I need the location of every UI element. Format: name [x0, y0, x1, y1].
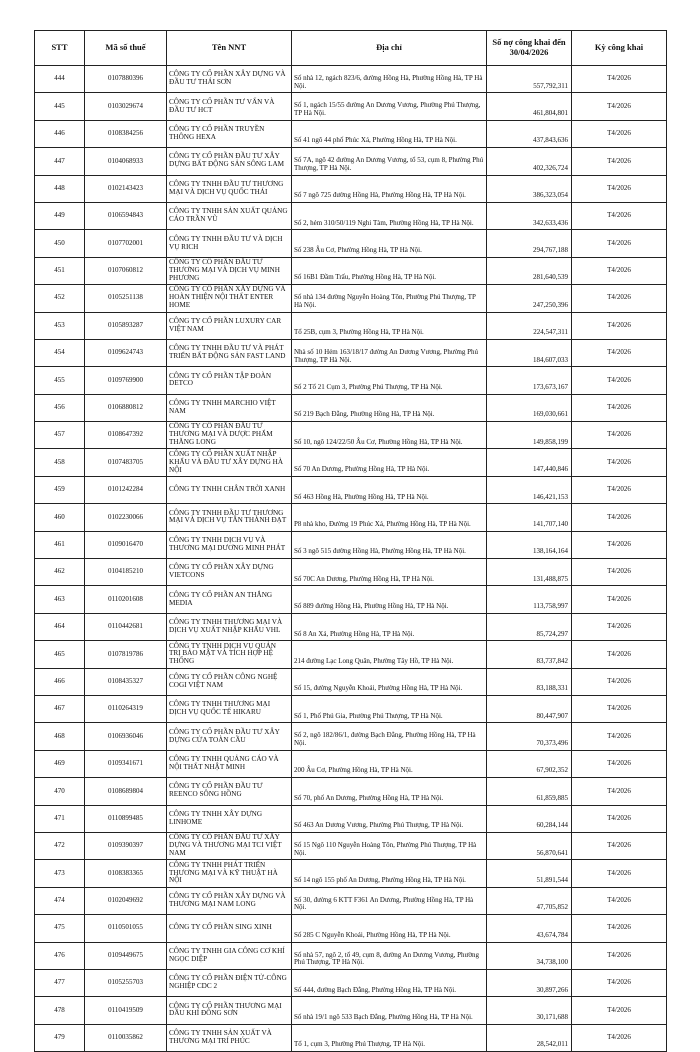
cell-address: 214 đường Lạc Long Quân, Phường Tây Hồ, TP Hà Nội.	[292, 641, 487, 668]
table-row	[35, 367, 667, 394]
cell-debt: 173,673,167	[487, 367, 572, 394]
cell-tax-code: 0107819786	[85, 641, 167, 668]
cell-tax-code: 0102049692	[85, 887, 167, 914]
cell-name: CÔNG TY CỔ PHẦN LUXURY CAR VIỆT NAM	[167, 312, 292, 339]
cell-stt: 466	[35, 668, 85, 695]
cell-debt: 56,870,641	[487, 832, 572, 859]
cell-stt: 447	[35, 148, 85, 175]
cell-address: 200 Âu Cơ, Phường Hồng Hà, TP Hà Nội.	[292, 750, 487, 777]
cell-period: T4/2026	[572, 476, 667, 503]
cell-debt: 247,250,396	[487, 285, 572, 312]
cell-address: Số 16B1 Đầm Trấu, Phường Hồng Hà, TP Hà Nội.	[292, 257, 487, 284]
cell-name: CÔNG TY CỔ PHẦN ĐIỆN TỬ-CÔNG NGHIỆP CDC 2	[167, 969, 292, 996]
cell-period: T4/2026	[572, 559, 667, 586]
cell-address: Số 7A, ngõ 42 đường An Dương Vương, tổ 53, cụm 8, Phường Phú Thượng, TP Hà Nội.	[292, 148, 487, 175]
cell-period: T4/2026	[572, 367, 667, 394]
table-row	[35, 997, 667, 1024]
cell-address: Nhà số 10 Hẻm 163/18/17 đường An Dương Vương, Phường Phú Thượng, TP Hà Nội.	[292, 339, 487, 366]
cell-debt: 47,705,852	[487, 887, 572, 914]
cell-name: CÔNG TY TNHH DỊCH VỤ QUẢN TRỊ BẢO MẬT VÀ TÍCH HỢP HỆ THỐNG	[167, 641, 292, 668]
cell-debt: 461,804,801	[487, 93, 572, 120]
cell-period: T4/2026	[572, 915, 667, 942]
cell-period: T4/2026	[572, 394, 667, 421]
table-row	[35, 422, 667, 449]
cell-debt: 557,792,311	[487, 66, 572, 93]
cell-address: Số 444, đường Bạch Đằng, Phường Hồng Hà, TP Hà Nội.	[292, 969, 487, 996]
cell-period: T4/2026	[572, 613, 667, 640]
cell-tax-code: 0110419509	[85, 997, 167, 1024]
cell-debt: 294,767,188	[487, 230, 572, 257]
cell-name: CÔNG TY TNHH GIA CÔNG CƠ KHÍ NGỌC DIỆP	[167, 942, 292, 969]
table-row	[35, 559, 667, 586]
table-row	[35, 504, 667, 531]
cell-stt: 479	[35, 1024, 85, 1051]
cell-stt: 470	[35, 778, 85, 805]
cell-name: CÔNG TY TNHH SẢN XUẤT QUẢNG CÁO TRẦN VŨ	[167, 202, 292, 229]
cell-address: Số 463 An Dương Vương, Phường Phú Thượng, TP Hà Nội.	[292, 805, 487, 832]
cell-name: CÔNG TY CỔ PHẦN ĐẦU TƯ XÂY DỰNG CỬA TOÀN CẦU	[167, 723, 292, 750]
cell-debt: 224,547,311	[487, 312, 572, 339]
cell-tax-code: 0109624743	[85, 339, 167, 366]
cell-period: T4/2026	[572, 586, 667, 613]
table-header	[35, 31, 667, 66]
cell-tax-code: 0110442681	[85, 613, 167, 640]
cell-address: Số 2, ngõ 182/86/1, đường Bạch Đằng, Phường Hồng Hà, TP Hà Nội.	[292, 723, 487, 750]
header-row	[35, 31, 667, 66]
table-row	[35, 202, 667, 229]
cell-name: CÔNG TY TNHH ĐẦU TƯ THƯƠNG MẠI VÀ DỊCH VỤ TÂN THÀNH ĐẠT	[167, 504, 292, 531]
table-row	[35, 695, 667, 722]
cell-period: T4/2026	[572, 942, 667, 969]
cell-debt: 184,607,033	[487, 339, 572, 366]
cell-stt: 445	[35, 93, 85, 120]
cell-address: Số 2 Tổ 21 Cụm 3, Phường Phú Thượng, TP Hà Nội.	[292, 367, 487, 394]
cell-period: T4/2026	[572, 778, 667, 805]
cell-name: CÔNG TY CỔ PHẦN XÂY DỰNG VÀ HOÀN THIỆN NỘI THẤT ENTER HOME	[167, 285, 292, 312]
cell-name: CÔNG TY TNHH THƯƠNG MẠI DỊCH VỤ QUỐC TẾ HIKARU	[167, 695, 292, 722]
cell-name: CÔNG TY CỔ PHẦN CÔNG NGHỆ COGI VIỆT NAM	[167, 668, 292, 695]
cell-period: T4/2026	[572, 997, 667, 1024]
cell-period: T4/2026	[572, 175, 667, 202]
table-row	[35, 531, 667, 558]
cell-name: CÔNG TY TNHH XÂY DỰNG LINHOME	[167, 805, 292, 832]
cell-stt: 451	[35, 257, 85, 284]
cell-period: T4/2026	[572, 148, 667, 175]
cell-debt: 169,030,661	[487, 394, 572, 421]
cell-stt: 449	[35, 202, 85, 229]
table-row	[35, 449, 667, 476]
cell-name: CÔNG TY TNHH ĐẦU TƯ VÀ DỊCH VỤ RICH	[167, 230, 292, 257]
table-row	[35, 805, 667, 832]
cell-stt: 465	[35, 641, 85, 668]
cell-debt: 141,707,140	[487, 504, 572, 531]
cell-debt: 51,891,544	[487, 860, 572, 887]
cell-tax-code: 0110264319	[85, 695, 167, 722]
cell-tax-code: 0106594843	[85, 202, 167, 229]
table-row	[35, 860, 667, 887]
cell-debt: 28,542,011	[487, 1024, 572, 1051]
cell-tax-code: 0107702001	[85, 230, 167, 257]
cell-address: Số nhà 57, ngõ 2, tổ 49, cụm 8, đường An Dương Vương, Phường Phú Thượng, TP Hà Nội.	[292, 942, 487, 969]
cell-debt: 60,284,144	[487, 805, 572, 832]
cell-tax-code: 0106880812	[85, 394, 167, 421]
cell-stt: 476	[35, 942, 85, 969]
table-row	[35, 175, 667, 202]
cell-tax-code: 0105251138	[85, 285, 167, 312]
cell-stt: 446	[35, 120, 85, 147]
cell-period: T4/2026	[572, 750, 667, 777]
cell-debt: 138,164,164	[487, 531, 572, 558]
table-row	[35, 66, 667, 93]
cell-period: T4/2026	[572, 1024, 667, 1051]
tax-debt-table	[34, 30, 667, 1052]
cell-name: CÔNG TY CỔ PHẦN ĐẦU TƯ THƯƠNG MẠI VÀ DƯỢC PHẨM THĂNG LONG	[167, 422, 292, 449]
cell-stt: 455	[35, 367, 85, 394]
cell-tax-code: 0104068933	[85, 148, 167, 175]
header-name: Tên NNT	[167, 31, 292, 66]
cell-address: Số nhà 19/1 ngõ 533 Bạch Đằng, Phường Hồng Hà, TP Hà Nội.	[292, 997, 487, 1024]
header-debt: Số nợ công khai đến 30/04/2026	[487, 31, 572, 66]
cell-stt: 463	[35, 586, 85, 613]
cell-tax-code: 0110035862	[85, 1024, 167, 1051]
cell-debt: 43,674,784	[487, 915, 572, 942]
cell-address: Số nhà 12, ngách 823/6, đường Hồng Hà, Phường Hồng Hà, TP Hà Nội.	[292, 66, 487, 93]
cell-name: CÔNG TY TNHH THƯƠNG MẠI VÀ DỊCH VỤ XUẤT NHẬP KHẨU VHL	[167, 613, 292, 640]
header-stt: STT	[35, 31, 85, 66]
cell-name: CÔNG TY CỔ PHẦN ĐẦU TƯ THƯƠNG MẠI VÀ DỊCH VỤ MINH PHƯƠNG	[167, 257, 292, 284]
cell-stt: 458	[35, 449, 85, 476]
cell-period: T4/2026	[572, 695, 667, 722]
cell-stt: 462	[35, 559, 85, 586]
cell-debt: 67,902,352	[487, 750, 572, 777]
cell-tax-code: 0107880396	[85, 66, 167, 93]
table-row	[35, 93, 667, 120]
cell-stt: 457	[35, 422, 85, 449]
cell-period: T4/2026	[572, 202, 667, 229]
cell-tax-code: 0102230066	[85, 504, 167, 531]
cell-name: CÔNG TY TNHH ĐẦU TƯ THƯƠNG MẠI VÀ DỊCH VỤ QUỐC THÁI	[167, 175, 292, 202]
table-row	[35, 586, 667, 613]
cell-name: CÔNG TY TNHH ĐẦU TƯ VÀ PHÁT TRIỂN BẤT ĐỘNG SẢN FAST LAND	[167, 339, 292, 366]
table-row	[35, 312, 667, 339]
cell-tax-code: 0107483705	[85, 449, 167, 476]
cell-name: CÔNG TY CỔ PHẦN ĐẦU TƯ XÂY DỰNG VÀ THƯƠNG MẠI TCI VIỆT NAM	[167, 832, 292, 859]
cell-name: CÔNG TY TNHH SẢN XUẤT VÀ THƯƠNG MẠI TRÍ PHÚC	[167, 1024, 292, 1051]
cell-stt: 456	[35, 394, 85, 421]
cell-debt: 30,897,266	[487, 969, 572, 996]
cell-tax-code: 0108647392	[85, 422, 167, 449]
cell-tax-code: 0108384256	[85, 120, 167, 147]
cell-address: Số 463 Hồng Hà, Phường Hồng Hà, TP Hà Nội.	[292, 476, 487, 503]
cell-period: T4/2026	[572, 285, 667, 312]
table-row	[35, 257, 667, 284]
table-row	[35, 120, 667, 147]
table-body	[35, 66, 667, 1052]
table-row	[35, 394, 667, 421]
header-period: Kỳ công khai	[572, 31, 667, 66]
cell-tax-code: 0105255703	[85, 969, 167, 996]
cell-period: T4/2026	[572, 120, 667, 147]
cell-stt: 478	[35, 997, 85, 1024]
cell-address: Số 285 C Nguyễn Khoái, Phường Hồng Hà, TP Hà Nội.	[292, 915, 487, 942]
table-row	[35, 613, 667, 640]
cell-period: T4/2026	[572, 312, 667, 339]
cell-stt: 448	[35, 175, 85, 202]
cell-name: CÔNG TY CỔ PHẦN SING XINH	[167, 915, 292, 942]
cell-address: Số 70, phố An Dương, Phường Hồng Hà, TP Hà Nội.	[292, 778, 487, 805]
cell-name: CÔNG TY TNHH MARCHIO VIỆT NAM	[167, 394, 292, 421]
header-address: Địa chỉ	[292, 31, 487, 66]
cell-address: Số 2, hẻm 310/50/119 Nghi Tàm, Phường Hồng Hà, TP Hà Nội.	[292, 202, 487, 229]
cell-period: T4/2026	[572, 230, 667, 257]
cell-period: T4/2026	[572, 93, 667, 120]
cell-stt: 464	[35, 613, 85, 640]
cell-debt: 61,859,885	[487, 778, 572, 805]
cell-period: T4/2026	[572, 257, 667, 284]
cell-tax-code: 0101242284	[85, 476, 167, 503]
cell-stt: 459	[35, 476, 85, 503]
cell-debt: 149,858,199	[487, 422, 572, 449]
cell-tax-code: 0109769900	[85, 367, 167, 394]
table-row	[35, 778, 667, 805]
cell-name: CÔNG TY CỔ PHẦN AN THẮNG MEDIA	[167, 586, 292, 613]
cell-stt: 477	[35, 969, 85, 996]
table-row	[35, 285, 667, 312]
cell-name: CÔNG TY TNHH QUẢNG CÁO VÀ NỘI THẤT NHẬT MINH	[167, 750, 292, 777]
cell-debt: 386,323,054	[487, 175, 572, 202]
cell-stt: 453	[35, 312, 85, 339]
cell-debt: 83,737,842	[487, 641, 572, 668]
cell-debt: 83,188,331	[487, 668, 572, 695]
cell-address: P8 nhà kho, Đường 19 Phúc Xá, Phường Hồng Hà, TP Hà Nội.	[292, 504, 487, 531]
cell-name: CÔNG TY CỔ PHẦN TƯ VẤN VÀ ĐẦU TƯ HCT	[167, 93, 292, 120]
document-page	[34, 30, 666, 1052]
table-row	[35, 887, 667, 914]
table-row	[35, 148, 667, 175]
table-row	[35, 915, 667, 942]
cell-tax-code: 0103029674	[85, 93, 167, 120]
cell-address: Số 3 ngõ 515 đường Hồng Hà, Phường Hồng Hà, TP Hà Nội.	[292, 531, 487, 558]
cell-tax-code: 0108383365	[85, 860, 167, 887]
cell-name: CÔNG TY TNHH DỊCH VỤ VÀ THƯƠNG MẠI DƯƠNG MINH PHÁT	[167, 531, 292, 558]
cell-address: Số 70 An Dương, Phường Hồng Hà, TP Hà Nội.	[292, 449, 487, 476]
cell-debt: 146,421,153	[487, 476, 572, 503]
cell-stt: 469	[35, 750, 85, 777]
table-row	[35, 1024, 667, 1051]
cell-stt: 461	[35, 531, 85, 558]
cell-tax-code: 0110501055	[85, 915, 167, 942]
cell-address: Số 41 ngõ 44 phố Phúc Xá, Phường Hồng Hà, TP Hà Nội.	[292, 120, 487, 147]
cell-stt: 475	[35, 915, 85, 942]
cell-period: T4/2026	[572, 66, 667, 93]
cell-period: T4/2026	[572, 339, 667, 366]
cell-tax-code: 0108689804	[85, 778, 167, 805]
cell-address: Tổ 25B, cụm 3, Phường Hồng Hà, TP Hà Nội.	[292, 312, 487, 339]
cell-address: Số 10, ngõ 124/22/50 Âu Cơ, Phường Hồng Hà, TP Hà Nội.	[292, 422, 487, 449]
table-row	[35, 942, 667, 969]
cell-tax-code: 0110899485	[85, 805, 167, 832]
cell-tax-code: 0110201608	[85, 586, 167, 613]
header-tax-code: Mã số thuế	[85, 31, 167, 66]
cell-name: CÔNG TY CỔ PHẦN XÂY DỰNG VÀ ĐẦU TƯ THÁI SƠN	[167, 66, 292, 93]
cell-tax-code: 0108435327	[85, 668, 167, 695]
cell-debt: 34,738,100	[487, 942, 572, 969]
cell-period: T4/2026	[572, 422, 667, 449]
cell-stt: 473	[35, 860, 85, 887]
cell-address: Số 238 Âu Cơ, Phường Hồng Hà, TP Hà Nội.	[292, 230, 487, 257]
cell-address: Số 7 ngõ 725 đường Hồng Hà, Phường Hồng Hà, TP Hà Nội.	[292, 175, 487, 202]
cell-period: T4/2026	[572, 805, 667, 832]
cell-stt: 444	[35, 66, 85, 93]
cell-period: T4/2026	[572, 504, 667, 531]
table-row	[35, 832, 667, 859]
cell-debt: 437,843,636	[487, 120, 572, 147]
cell-stt: 474	[35, 887, 85, 914]
cell-tax-code: 0106936046	[85, 723, 167, 750]
cell-name: CÔNG TY CỔ PHẦN TRUYỀN THÔNG HEXA	[167, 120, 292, 147]
table-row	[35, 723, 667, 750]
cell-name: CÔNG TY CỔ PHẦN ĐẦU TƯ XÂY DỰNG BẤT ĐỘNG SẢN SÔNG LAM	[167, 148, 292, 175]
cell-name: CÔNG TY CỔ PHẦN XUẤT NHẬP KHẨU VÀ ĐẦU TƯ XÂY DỰNG HÀ NỘI	[167, 449, 292, 476]
cell-stt: 467	[35, 695, 85, 722]
cell-period: T4/2026	[572, 449, 667, 476]
cell-tax-code: 0102143423	[85, 175, 167, 202]
cell-name: CÔNG TY CỔ PHẦN XÂY DỰNG VÀ THƯƠNG MẠI NAM LONG	[167, 887, 292, 914]
cell-debt: 80,447,907	[487, 695, 572, 722]
cell-tax-code: 0104185210	[85, 559, 167, 586]
cell-address: Số 15, đường Nguyễn Khoái, Phường Hồng Hà, TP Hà Nội.	[292, 668, 487, 695]
cell-address: Số 1, ngách 15/55 đường An Dương Vương, Phường Phú Thượng, TP Hà Nội.	[292, 93, 487, 120]
cell-address: Số 8 An Xá, Phường Hồng Hà, TP Hà Nội.	[292, 613, 487, 640]
cell-name: CÔNG TY TNHH PHÁT TRIỂN THƯƠNG MẠI VÀ KỸ THUẬT HÀ NỘI	[167, 860, 292, 887]
cell-stt: 460	[35, 504, 85, 531]
cell-stt: 454	[35, 339, 85, 366]
cell-debt: 342,633,436	[487, 202, 572, 229]
cell-period: T4/2026	[572, 860, 667, 887]
cell-address: Số 14 ngõ 155 phố An Dương, Phường Hồng Hà, TP Hà Nội.	[292, 860, 487, 887]
cell-debt: 30,171,688	[487, 997, 572, 1024]
cell-debt: 147,440,846	[487, 449, 572, 476]
cell-name: CÔNG TY CỔ PHẦN THƯƠNG MẠI DẦU KHÍ ĐÔNG SƠN	[167, 997, 292, 1024]
table-row	[35, 339, 667, 366]
cell-period: T4/2026	[572, 668, 667, 695]
cell-tax-code: 0107060812	[85, 257, 167, 284]
cell-address: Số 30, đường 6 KTT F361 An Dương, Phường Hồng Hà, TP Hà Nội.	[292, 887, 487, 914]
cell-address: Tổ 1, cụm 3, Phường Phú Thượng, TP Hà Nội.	[292, 1024, 487, 1051]
cell-period: T4/2026	[572, 887, 667, 914]
cell-stt: 472	[35, 832, 85, 859]
cell-address: Số nhà 134 đường Nguyễn Hoàng Tôn, Phường Phú Thượng, TP Hà Nội.	[292, 285, 487, 312]
table-row	[35, 230, 667, 257]
cell-address: Số 889 đường Hồng Hà, Phường Hồng Hà, TP Hà Nội.	[292, 586, 487, 613]
cell-debt: 85,724,297	[487, 613, 572, 640]
cell-stt: 471	[35, 805, 85, 832]
cell-name: CÔNG TY CỔ PHẦN XÂY DỰNG VIETCONS	[167, 559, 292, 586]
cell-name: CÔNG TY CỔ PHẦN ĐẦU TƯ REENCO SÔNG HỒNG	[167, 778, 292, 805]
cell-address: Số 219 Bạch Đằng, Phường Hồng Hà, TP Hà Nội.	[292, 394, 487, 421]
table-row	[35, 641, 667, 668]
cell-address: Số 70C An Dương, Phường Hồng Hà, TP Hà Nội.	[292, 559, 487, 586]
table-row	[35, 969, 667, 996]
cell-stt: 450	[35, 230, 85, 257]
cell-address: Số 15 Ngõ 110 Nguyễn Hoàng Tôn, Phường Phú Thượng, TP Hà Nội.	[292, 832, 487, 859]
cell-tax-code: 0105893287	[85, 312, 167, 339]
cell-debt: 281,640,539	[487, 257, 572, 284]
cell-tax-code: 0109341671	[85, 750, 167, 777]
cell-address: Số 1, Phố Phú Gia, Phường Phú Thượng, TP Hà Nội.	[292, 695, 487, 722]
cell-name: CÔNG TY CỔ PHẦN TẬP ĐOÀN DETCO	[167, 367, 292, 394]
cell-debt: 113,758,997	[487, 586, 572, 613]
table-row	[35, 668, 667, 695]
cell-name: CÔNG TY TNHH CHÂN TRỜI XANH	[167, 476, 292, 503]
cell-stt: 452	[35, 285, 85, 312]
cell-debt: 70,373,496	[487, 723, 572, 750]
table-row	[35, 750, 667, 777]
cell-period: T4/2026	[572, 531, 667, 558]
cell-period: T4/2026	[572, 723, 667, 750]
cell-tax-code: 0109016470	[85, 531, 167, 558]
cell-stt: 468	[35, 723, 85, 750]
cell-period: T4/2026	[572, 969, 667, 996]
cell-period: T4/2026	[572, 641, 667, 668]
cell-debt: 402,326,724	[487, 148, 572, 175]
cell-period: T4/2026	[572, 832, 667, 859]
cell-debt: 131,488,875	[487, 559, 572, 586]
cell-tax-code: 0109449675	[85, 942, 167, 969]
table-row	[35, 476, 667, 503]
cell-tax-code: 0109390397	[85, 832, 167, 859]
